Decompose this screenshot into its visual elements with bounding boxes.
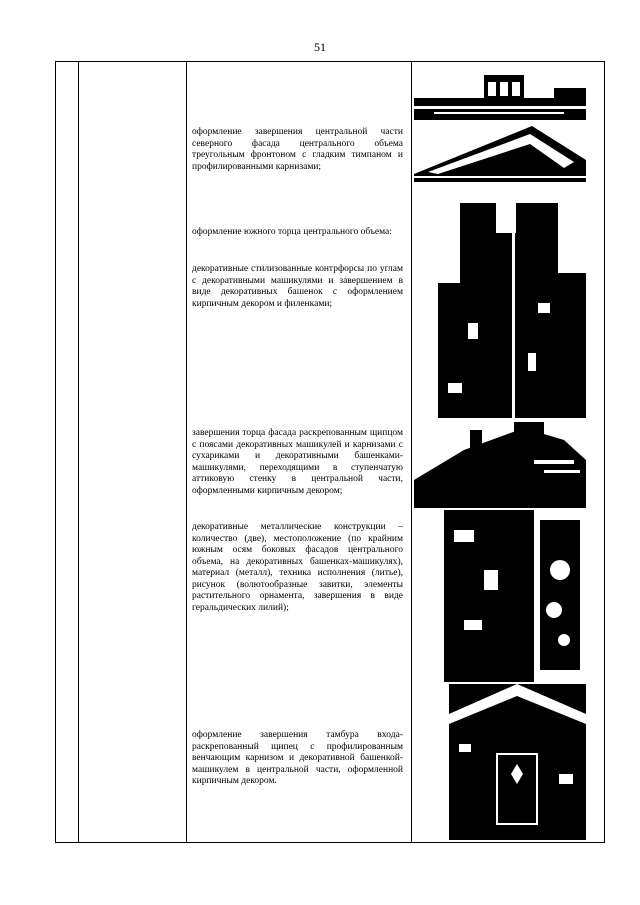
column-divider xyxy=(78,62,79,842)
item-description: завершения торца фасада раскрепованным щипцом с поясами декоративных машикулей и карнизами с сухариками и декоративными башенками-машикулями, переходящими в ступенчатую аттиковую стенку в центральной части, оформленными кирпичным декором; xyxy=(192,428,403,496)
item-description: оформление завершения тамбура входа-раскрепованный щипец с профилированным венчающим карнизом и декоративной башенкой-машикулем в центральной части, оформленной кирпичным декором. xyxy=(192,730,403,787)
item-description: декоративные металлические конструкции – количество (две), местоположение (по крайним южным осям боковых фасадов центрального объема, на декоративных башенках-машикулях), материал (металл), техника исполнения (литье), рисунок (волютообразные завитки, элементы растительного орнамента, завершения в виде геральдических лилий); xyxy=(192,522,403,614)
south-end-photo xyxy=(438,203,586,418)
column-divider xyxy=(411,62,412,842)
entrance-tambour-photo xyxy=(449,684,586,840)
item-description: декоративные стилизованные контрфорсы по углам с декоративными машикулями и завершением в виде декоративных башенок с оформлением кирпичным декором и филенками; xyxy=(192,264,403,309)
item-description: оформление завершения центральной части северного фасада центрального объема треугольным фронтоном с гладким тимпаном и профилированными карнизами; xyxy=(192,127,403,172)
column-divider xyxy=(186,62,187,842)
facade-top-photo xyxy=(414,70,586,120)
page-number: 51 xyxy=(314,40,326,54)
metal-constructions-photo xyxy=(444,510,586,682)
gable-photo xyxy=(414,420,586,508)
item-description: оформление южного торца центрального объема: xyxy=(192,227,392,237)
pediment-photo xyxy=(414,122,586,182)
